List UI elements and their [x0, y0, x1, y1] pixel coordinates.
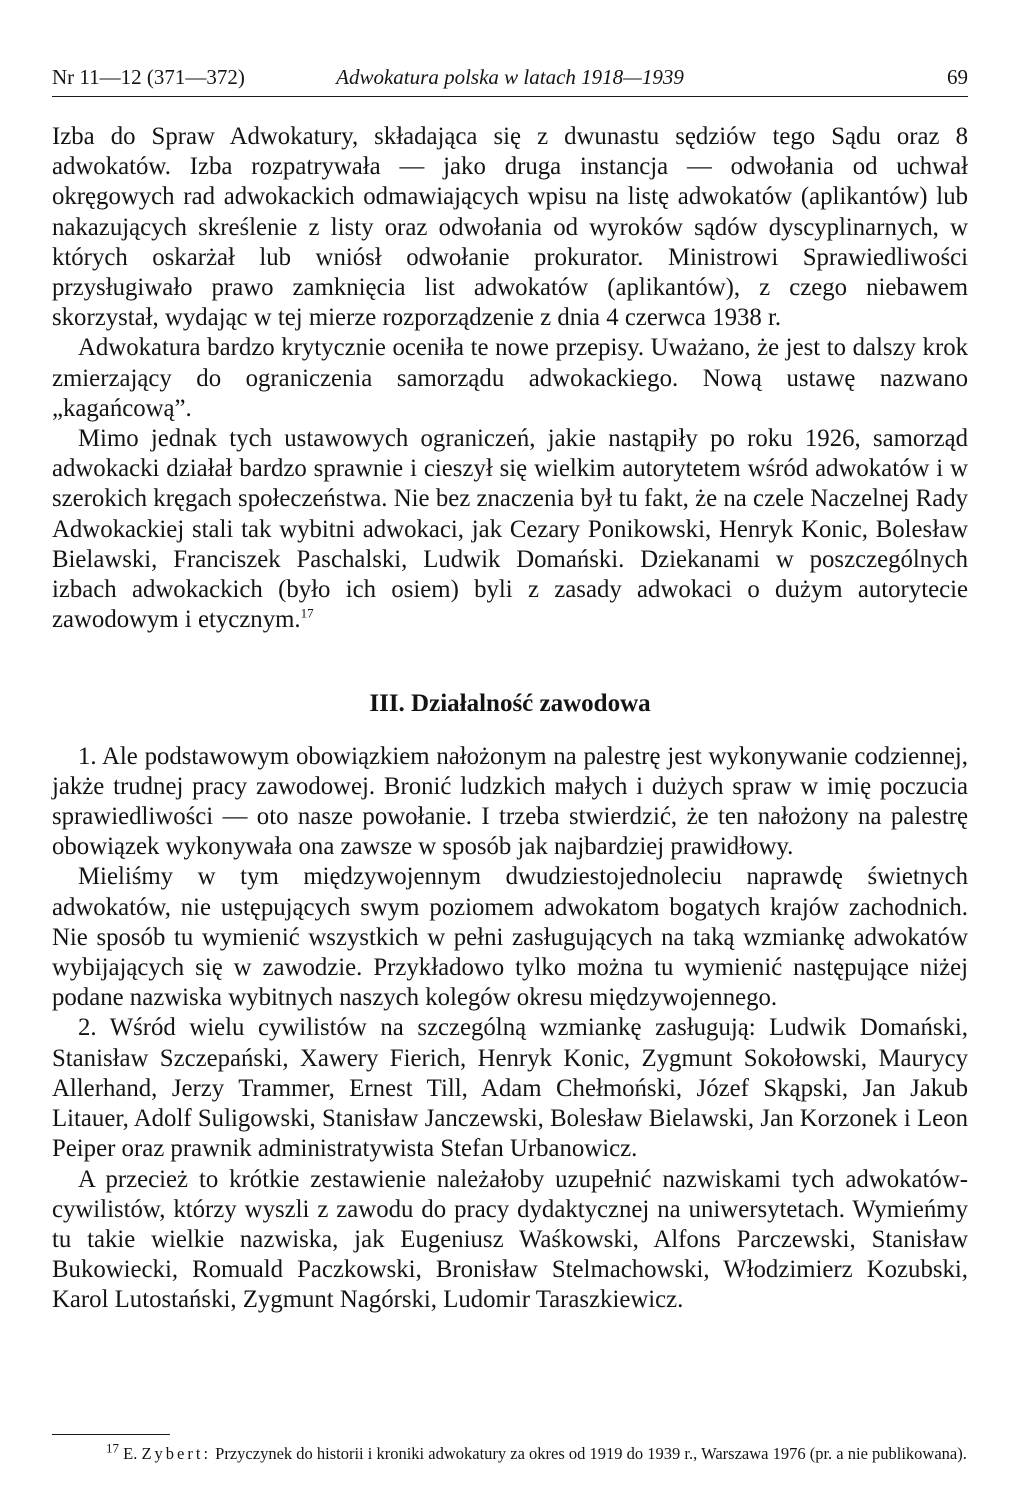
- running-title: Adwokatura polska w latach 1918—1939: [336, 65, 684, 89]
- footnote-number: 17: [106, 1440, 119, 1456]
- footnote-rule: [52, 1434, 170, 1435]
- issue-number: Nr 11—12 (371—372): [52, 65, 245, 89]
- running-header: [52, 62, 968, 92]
- paragraph: 1. Ale podstawowym obowiązkiem nałożonym na palestrę jest wykonywanie codziennej, jakże trudnej pracy zawodowej. Bronić ludzkich małych i dużych spraw w imię poczucia sprawiedliwości — oto nasze powołanie. I trzeba stwierdzić, że ten nałożony na palestrę obowiązek wykonywała ona zawsze w sposób jak najbardziej prawidłowy.: [52, 742, 968, 861]
- page-number: 69: [947, 65, 968, 89]
- footnote-reference[interactable]: 17: [300, 605, 314, 621]
- header-rule: [52, 96, 968, 97]
- footnote-text: Przyczynek do historii i kroniki adwokatury za okres od 1919 do 1939 r., Warszawa 1976 (pr. a nie publikowana).: [215, 1444, 967, 1463]
- paragraph: Adwokatura bardzo krytycznie oceniła te nowe przepisy. Uważano, że jest to dalszy krok zmierzający do ograniczenia samorządu adwokackiego. Nową ustawę nazwano „kagańcową”.: [52, 334, 968, 422]
- footnote-author-surname: Zybert:: [141, 1444, 212, 1463]
- paragraph-text: Mimo jednak tych ustawowych ograniczeń, jakie nastąpiły po roku 1926, samorząd adwokacki działał bardzo sprawnie i cieszył się wielkim autorytetem wśród adwokatów i w szerokich kręgach społeczeństwa. Nie bez znaczenia był tu fakt, że na czele Naczelnej Rady Adwokackiej stali tak wybitni adwokaci, jak Cezary Ponikowski, Henryk Konic, Bolesław Bielawski, Franciszek Paschalski, Ludwik Domański. Dziekanami w poszczególnych izbach adwokackich (było ich osiem) byli z zasady adwokaci o dużym autorytecie zawodowym i etycznym.: [52, 425, 968, 634]
- paragraph: Izba do Spraw Adwokatury, składająca się z dwunastu sędziów tego Sądu oraz 8 adwokatów. Izba rozpatrywała — jako druga instancja — odwołania od uchwał okręgowych rad adwokackich odmawiających wpisu na listę adwokatów (aplikantów) lub nakazujących skreślenie z listy oraz odwołania od wyroków sądów dyscyplinarnych, w których oskarżał lub wniósł odwołanie prokurator. Ministrowi Sprawiedliwości przysługiwało prawo zamknięcia list adwokatów (aplikantów), z czego niebawem skorzystał, wydając w tej mierze rozporządzenie z dnia 4 czerwca 1938 r.: [52, 123, 968, 332]
- footnote-author-initial: E.: [123, 1444, 138, 1463]
- paragraph: Mieliśmy w tym międzywojennym dwudziestojednoleciu naprawdę świetnych adwokatów, nie ustępujących swym poziomem adwokatom bogatych krajów zachodnich. Nie sposób tu wymienić wszystkich w pełni zasługujących na taką wzmiankę adwokatów wybijających się w zawodzie. Przykładowo tylko można tu wymienić następujące niżej podane nazwiska wybitnych naszych kolegów okresu międzywojennego.: [52, 863, 968, 1012]
- article-body: [52, 122, 968, 1316]
- paragraph: A przecież to krótkie zestawienie należałoby uzupełnić nazwiskami tych adwokatów-cywilistów, którzy wyszli z zawodu do pracy dydaktycznej na uniwersytetach. Wymieńmy tu takie wielkie nazwiska, jak Eugeniusz Waśkowski, Alfons Parczewski, Stanisław Bukowiecki, Romuald Paczkowski, Bronisław Stelmachowski, Włodzimierz Kozubski, Karol Lutostański, Zygmunt Nagórski, Ludomir Taraszkiewicz.: [52, 1165, 968, 1314]
- paragraph: [52, 424, 968, 635]
- paragraph: 2. Wśród wielu cywilistów na szczególną wzmiankę zasługują: Ludwik Domański, Stanisław Szczepański, Xawery Fierich, Henryk Konic, Zygmunt Sokołowski, Maurycy Allerhand, Jerzy Trammer, Ernest Till, Adam Chełmoński, Józef Skąpski, Jan Jakub Litauer, Adolf Suligowski, Stanisław Janczewski, Bolesław Bielawski, Jan Korzonek i Leon Peiper oraz prawnik administratywista Stefan Urbanowicz.: [52, 1014, 968, 1163]
- section-heading: III. Działalność zawodowa: [369, 690, 651, 718]
- footnote: [52, 1442, 968, 1465]
